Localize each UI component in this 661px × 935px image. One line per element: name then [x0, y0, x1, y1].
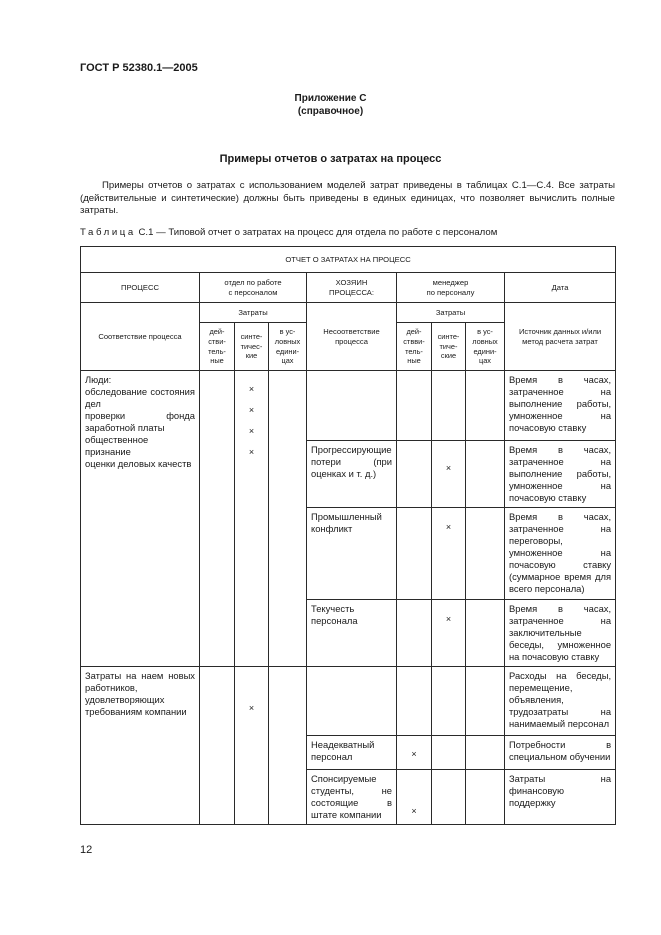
appendix-note: (справочное)	[297, 106, 364, 117]
cell-actual-right	[397, 736, 432, 770]
header-owner-line-2: ПРОЦЕССА:	[329, 287, 374, 297]
conformance-line: обследование состояния дел	[85, 386, 195, 409]
cell-units-right	[466, 600, 505, 667]
nonconformance-progressive-losses: Прогрессирующие потери (при оценках и т. д.)	[307, 441, 397, 508]
table-caption	[80, 227, 497, 238]
header-units-right-line: цах	[478, 356, 492, 366]
header-source-line-1: Источник данных и/или	[518, 326, 602, 336]
cell-synthetic-right	[432, 736, 466, 770]
header-synthetic-line: синте-	[240, 332, 263, 342]
cell-units-right	[466, 667, 505, 736]
header-synthetic-right-line: синте-	[437, 332, 460, 342]
cell-units-right	[466, 371, 505, 441]
header-units-right-line: едини-	[473, 346, 497, 356]
cell-actual-right	[397, 371, 432, 441]
table-caption-text: С.1 — Типовой отчет о затратах на процесс для отдела по работе с персоналом	[135, 227, 498, 238]
process-cost-report-table	[80, 246, 616, 825]
appendix-title: Приложение С	[294, 93, 367, 104]
header-costs-left: Затраты	[200, 303, 307, 323]
cell-actual-right	[397, 770, 432, 825]
header-synthetic-line: тичес-	[240, 341, 263, 351]
cross-mark: ×	[248, 447, 255, 457]
source-cell: Время в часах, затраченное на выполнение работы, умноженное на почасовую ставку	[505, 371, 616, 441]
header-department-line-2: с персоналом	[228, 287, 278, 297]
header-source-line-2: метод расчета затрат	[522, 336, 598, 346]
header-owner	[307, 273, 397, 303]
cell-synthetic-right	[432, 441, 466, 508]
cell-units	[269, 667, 307, 825]
header-actual-line: дей-	[209, 327, 225, 337]
cell-actual-right	[397, 441, 432, 508]
header-nonconformance	[307, 303, 397, 371]
cross-mark: ×	[248, 426, 255, 436]
header-costs-right: Затраты	[397, 303, 505, 323]
source-cell: Потребности в специальном обучении	[505, 736, 616, 770]
header-owner-line-1: ХОЗЯИН	[335, 277, 368, 287]
cell-actual-right	[397, 667, 432, 736]
conformance-line: общественное признание	[85, 434, 149, 457]
header-synthetic-right-line: тиче-	[439, 341, 458, 351]
table-caption-label: Таблица	[80, 227, 136, 238]
cell-synthetic-right	[432, 770, 466, 825]
cross-mark: ×	[445, 463, 452, 473]
header-units	[269, 323, 307, 371]
header-synthetic-right	[432, 323, 466, 371]
header-actual-line: стви-	[208, 336, 226, 346]
cell-units	[269, 371, 307, 667]
header-source	[505, 303, 616, 371]
cell-actual-right	[397, 600, 432, 667]
header-actual-right-line: тель-	[405, 346, 423, 356]
header-units-right-line: в ус-	[477, 327, 493, 337]
conformance-line: проверки фонда заработной платы	[85, 410, 195, 433]
header-manager-line-1: менеджер	[432, 277, 469, 287]
header-units-line: ловных	[274, 336, 301, 346]
header-actual-right-line: ствви-	[403, 336, 425, 346]
cross-mark: ×	[248, 405, 255, 415]
header-actual-line: ные	[210, 356, 224, 366]
header-synthetic-right-line: ские	[440, 351, 457, 361]
nonconformance-inadequate-staff: Неадекватный персонал	[307, 736, 397, 770]
cell-synthetic	[235, 667, 269, 825]
report-title: ОТЧЕТ О ЗАТРАТАХ НА ПРОЦЕСС	[81, 247, 616, 273]
cell-actual	[200, 371, 235, 667]
source-cell: Время в часах, затраченное на заключительные беседы, умноженное на почасовую ставку	[505, 600, 616, 667]
conformance-hiring: Затраты на наем новых работников, удовлетворяющих требованиям компании	[81, 667, 200, 825]
cell-units-right	[466, 441, 505, 508]
cell-synthetic	[235, 371, 269, 667]
header-units-right-line: ловных	[472, 336, 498, 346]
header-actual	[200, 323, 235, 371]
cell-actual-right	[397, 508, 432, 600]
cell-actual	[200, 667, 235, 825]
header-manager	[397, 273, 505, 303]
appendix-header	[0, 92, 661, 118]
page-number: 12	[80, 844, 93, 856]
source-cell: Время в часах, затраченное на выполнение работы, умноженное на почасовую ставку	[505, 441, 616, 508]
header-synthetic-line: кие	[245, 351, 258, 361]
header-synthetic	[235, 323, 269, 371]
cross-mark: ×	[248, 384, 255, 394]
source-cell: Затраты на финансовую поддержку	[505, 770, 616, 825]
cell-synthetic-right	[432, 667, 466, 736]
nonconformance-staff-turnover: Текучесть персонала	[307, 600, 397, 667]
header-units-line: в ус-	[279, 327, 296, 337]
header-actual-right-line: дей-	[406, 327, 422, 337]
cell-synthetic-right	[432, 600, 466, 667]
header-manager-line-2: по персоналу	[426, 287, 475, 297]
header-units-line: едини-	[275, 346, 300, 356]
header-actual-line: тель-	[208, 346, 226, 356]
cell-units-right	[466, 770, 505, 825]
source-cell: Время в часах, затраченное на переговоры, умноженное на почасовую ставку (суммарное время для всего персонала)	[505, 508, 616, 600]
header-department	[200, 273, 307, 303]
cross-mark: ×	[445, 522, 452, 532]
cell-units-right	[466, 508, 505, 600]
nonconformance-cell	[307, 371, 397, 441]
nonconformance-cell	[307, 667, 397, 736]
section-heading: Примеры отчетов о затратах на процесс	[219, 153, 442, 165]
header-actual-right-line: ные	[407, 356, 421, 366]
standard-code: ГОСТ Р 52380.1—2005	[80, 62, 198, 74]
cell-units-right	[466, 736, 505, 770]
intro-paragraph: Примеры отчетов о затратах с использованием моделей затрат приведены в таблицах С.1—С.4. Все затраты (действительные и синтетические) должны быть приведены в единых единицах, что позволяет вычислить полные затраты.	[80, 180, 615, 216]
cross-mark: ×	[411, 806, 417, 816]
header-process: ПРОЦЕСС	[81, 273, 200, 303]
cell-synthetic-right	[432, 508, 466, 600]
header-units-right	[466, 323, 505, 371]
source-cell: Расходы на беседы, перемещение, объявления, трудозатраты на нанимаемый персонал	[505, 667, 616, 736]
conformance-line: оценки деловых качеств	[85, 458, 192, 469]
cross-mark: ×	[248, 703, 255, 713]
header-actual-right	[397, 323, 432, 371]
nonconformance-industrial-conflict: Промышленный конфликт	[307, 508, 397, 600]
conformance-line: Люди:	[85, 374, 112, 385]
header-nonconformance-line-1: Несоответствие	[323, 326, 380, 336]
header-units-line: цах	[281, 356, 294, 366]
header-conformance: Соответствие процесса	[81, 303, 200, 371]
cell-synthetic-right	[432, 371, 466, 441]
nonconformance-sponsored-students: Спонсируемые студенты, не состоящие в штате компании	[307, 770, 397, 825]
cross-mark: ×	[445, 614, 452, 624]
cross-mark: ×	[411, 749, 417, 759]
conformance-people	[81, 371, 200, 667]
header-nonconformance-line-2: процесса	[335, 336, 368, 346]
header-department-line-1: отдел по работе	[224, 277, 282, 287]
header-date: Дата	[505, 273, 616, 303]
